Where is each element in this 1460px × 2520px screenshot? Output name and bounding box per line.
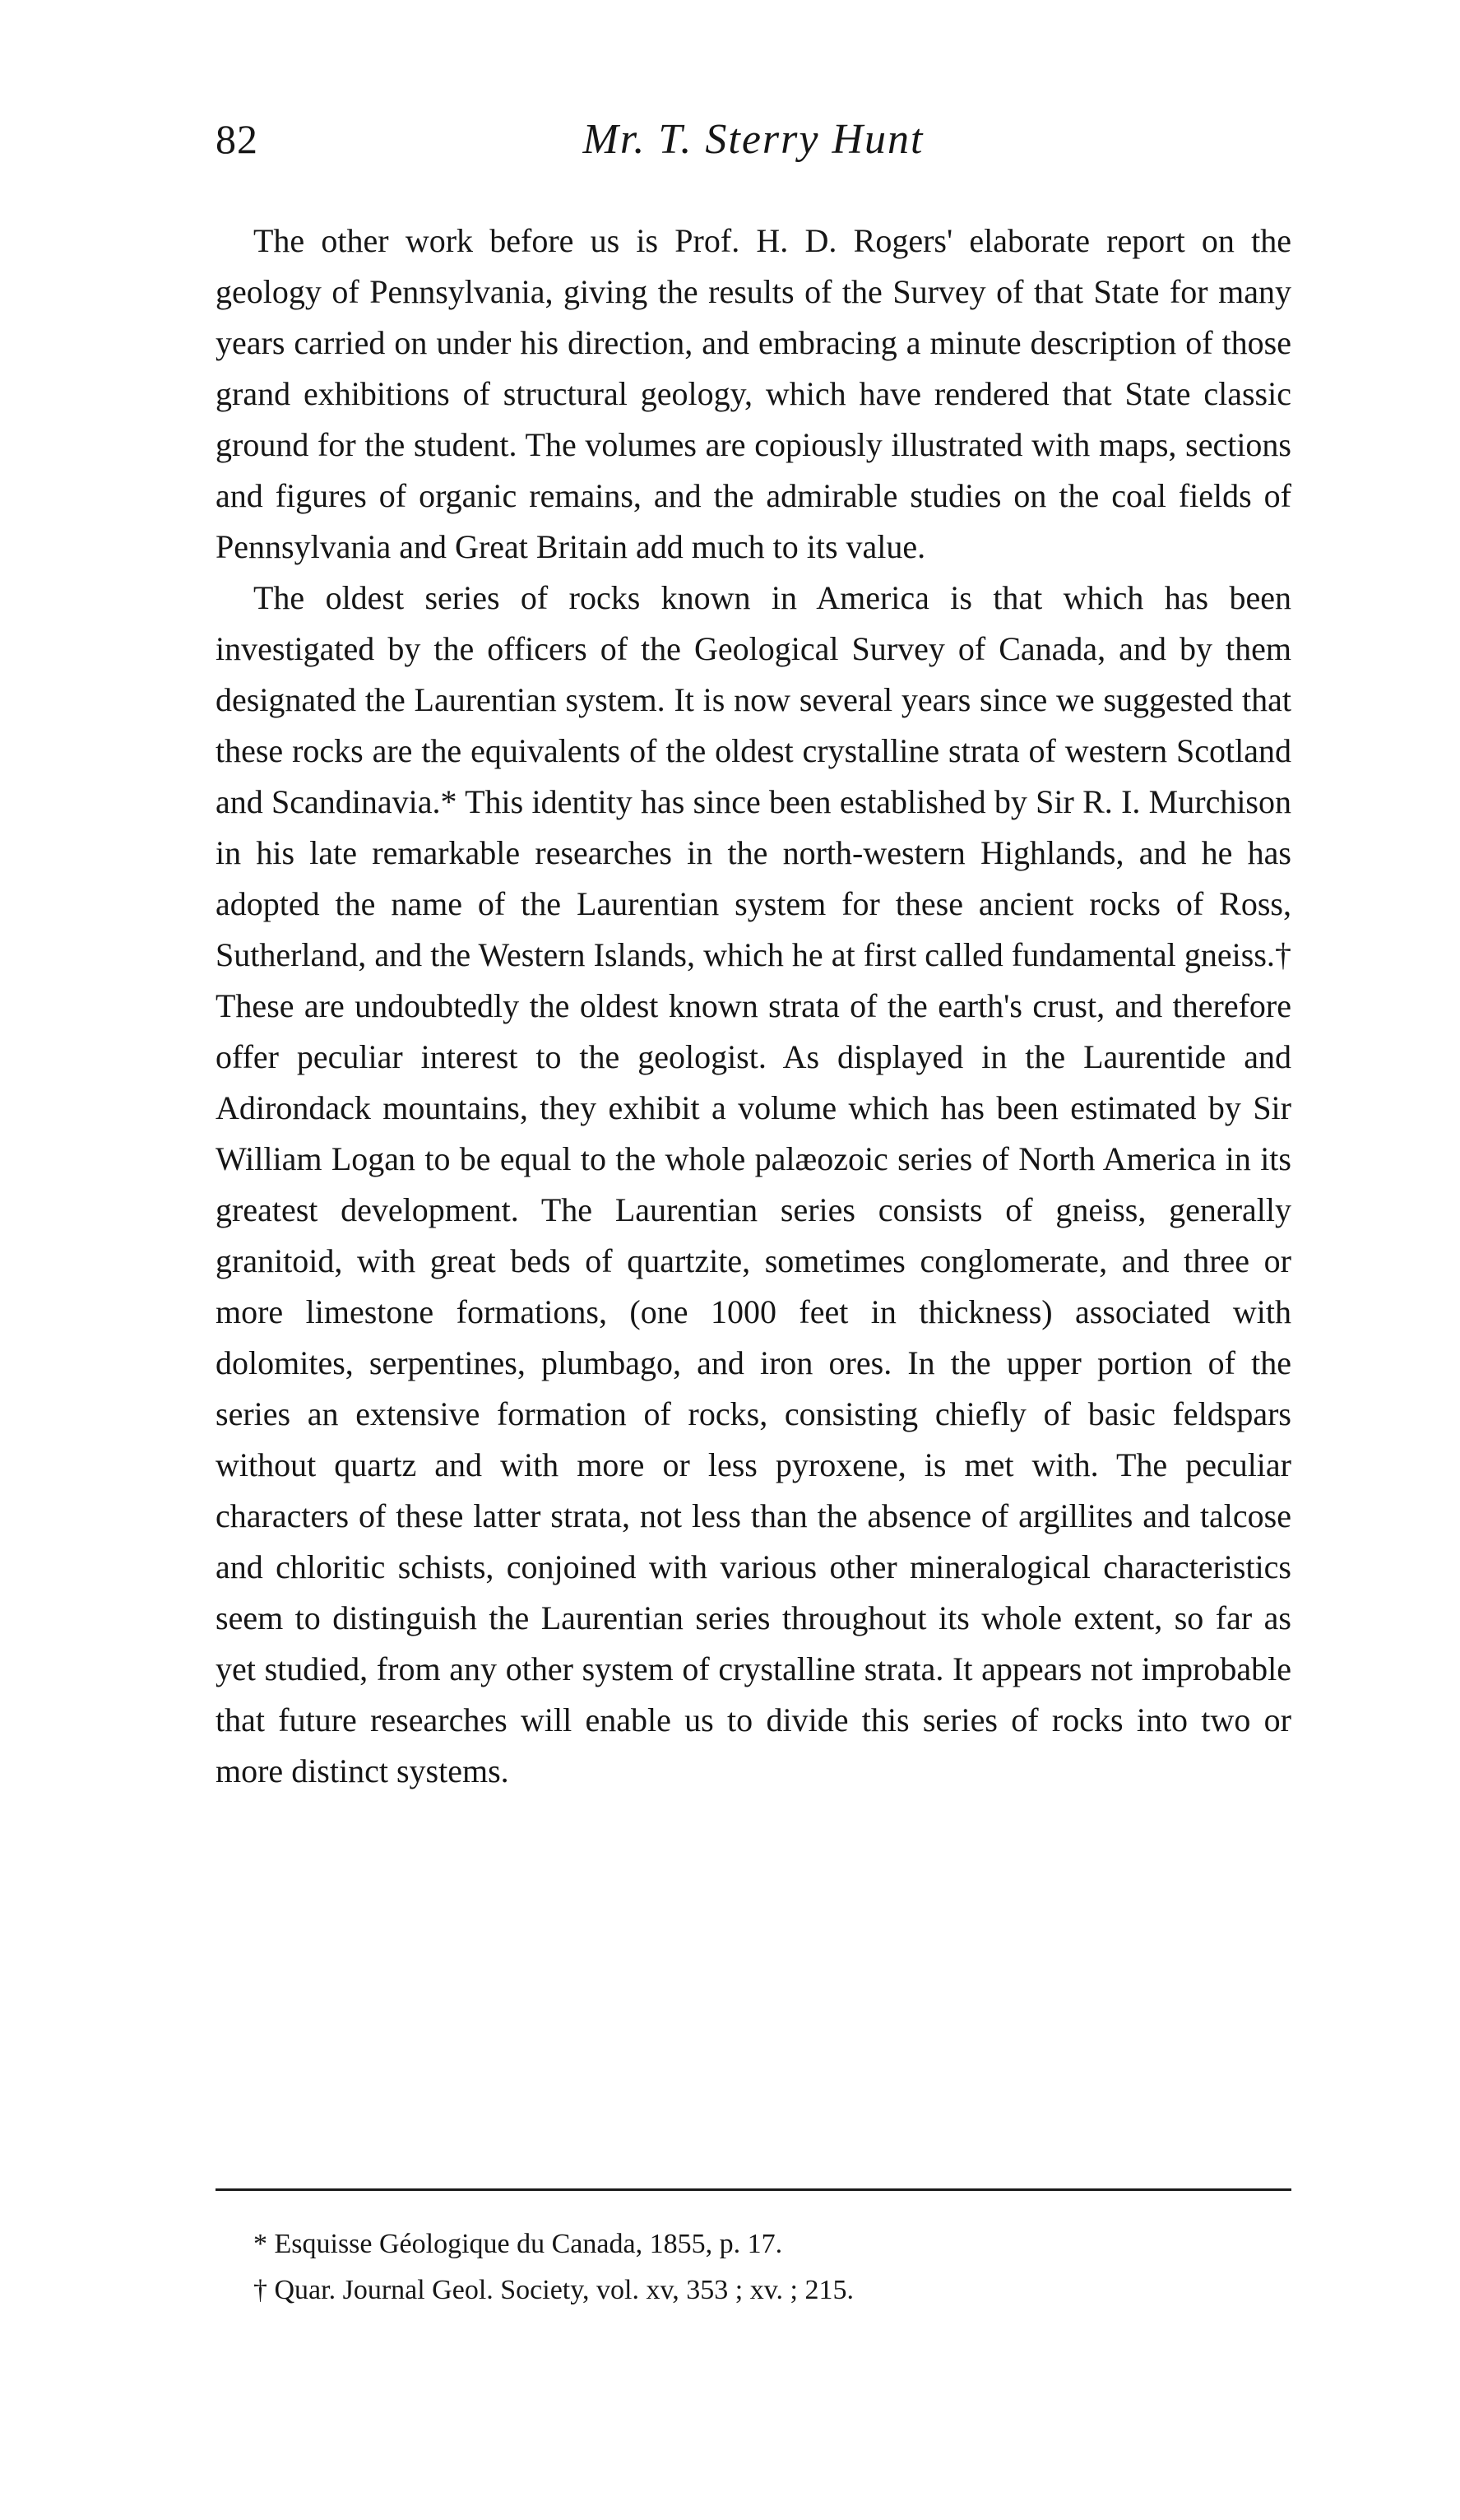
footnote-esquisse: * Esquisse Géologique du Canada, 1855, p. 17. [253,2229,783,2259]
paragraph-laurentian-series: The oldest series of rocks known in America is that which has been investigated by the officers of the Geological Survey of Canada, and by them designated the Laurentian system. It is now several years since we suggested that these rocks are the equivalents of the oldest crystalline strata of western Scotland and Scandinavia.* This identity has since been established by Sir R. I. Murchison in his late remarkable researches in the north-western Highlands, and he has adopted the name of the Laurentian system for these ancient rocks of Ross, Sutherland, and the Western Islands, which he at first called fundamental gneiss.† These are undoubtedly the oldest known strata of the earth's crust, and therefore offer peculiar interest to the geologist. As displayed in the Laurentide and Adirondack mountains, they exhibit a volume which has been estimated by Sir William Logan to be equal to the whole palæozoic series of North America in its greatest development. The Laurentian series consists of gneiss, generally granitoid, with great beds of quartzite, sometimes conglomerate, and three or more limestone formations, (one 1000 feet in thickness) associated with dolomites, serpentines, plumbago, and iron ores. In the upper portion of the series an extensive formation of rocks, consisting chiefly of basic feldspars without quartz and with more or less pyroxene, is met with. The peculiar characters of these latter strata, not less than the absence of argillites and talcose and chloritic schists, conjoined with various other mineralogical characteristics seem to distinguish the Laurentian series throughout its whole extent, so far as yet studied, from any other system of crystalline strata. It appears not improbable that future researches will enable us to divide this series of rocks into two or more distinct systems. [216,579,1291,1789]
body-text [216,216,1291,1797]
page-number: 82 [216,116,258,162]
footnote-quarterly-journal: † Quar. Journal Geol. Society, vol. xv, 353 ; xv. ; 215. [253,2275,854,2305]
page-header [216,115,1291,189]
footnote-divider [216,2188,1291,2191]
paragraph-rogers-report: The other work before us is Prof. H. D. Rogers' elaborate report on the geology of Pennsylvania, giving the results of the Survey of that State for many years carried on under his direction, and embracing a minute description of those grand exhibitions of structural geology, which have rendered that State classic ground for the student. The volumes are copiously illustrated with maps, sections and figures of organic remains, and the admirable studies on the coal fields of Pennsylvania and Great Britain add much to its value. [216,222,1291,565]
running-head: Mr. T. Sterry Hunt [582,116,925,163]
footnotes [253,2221,1291,2313]
